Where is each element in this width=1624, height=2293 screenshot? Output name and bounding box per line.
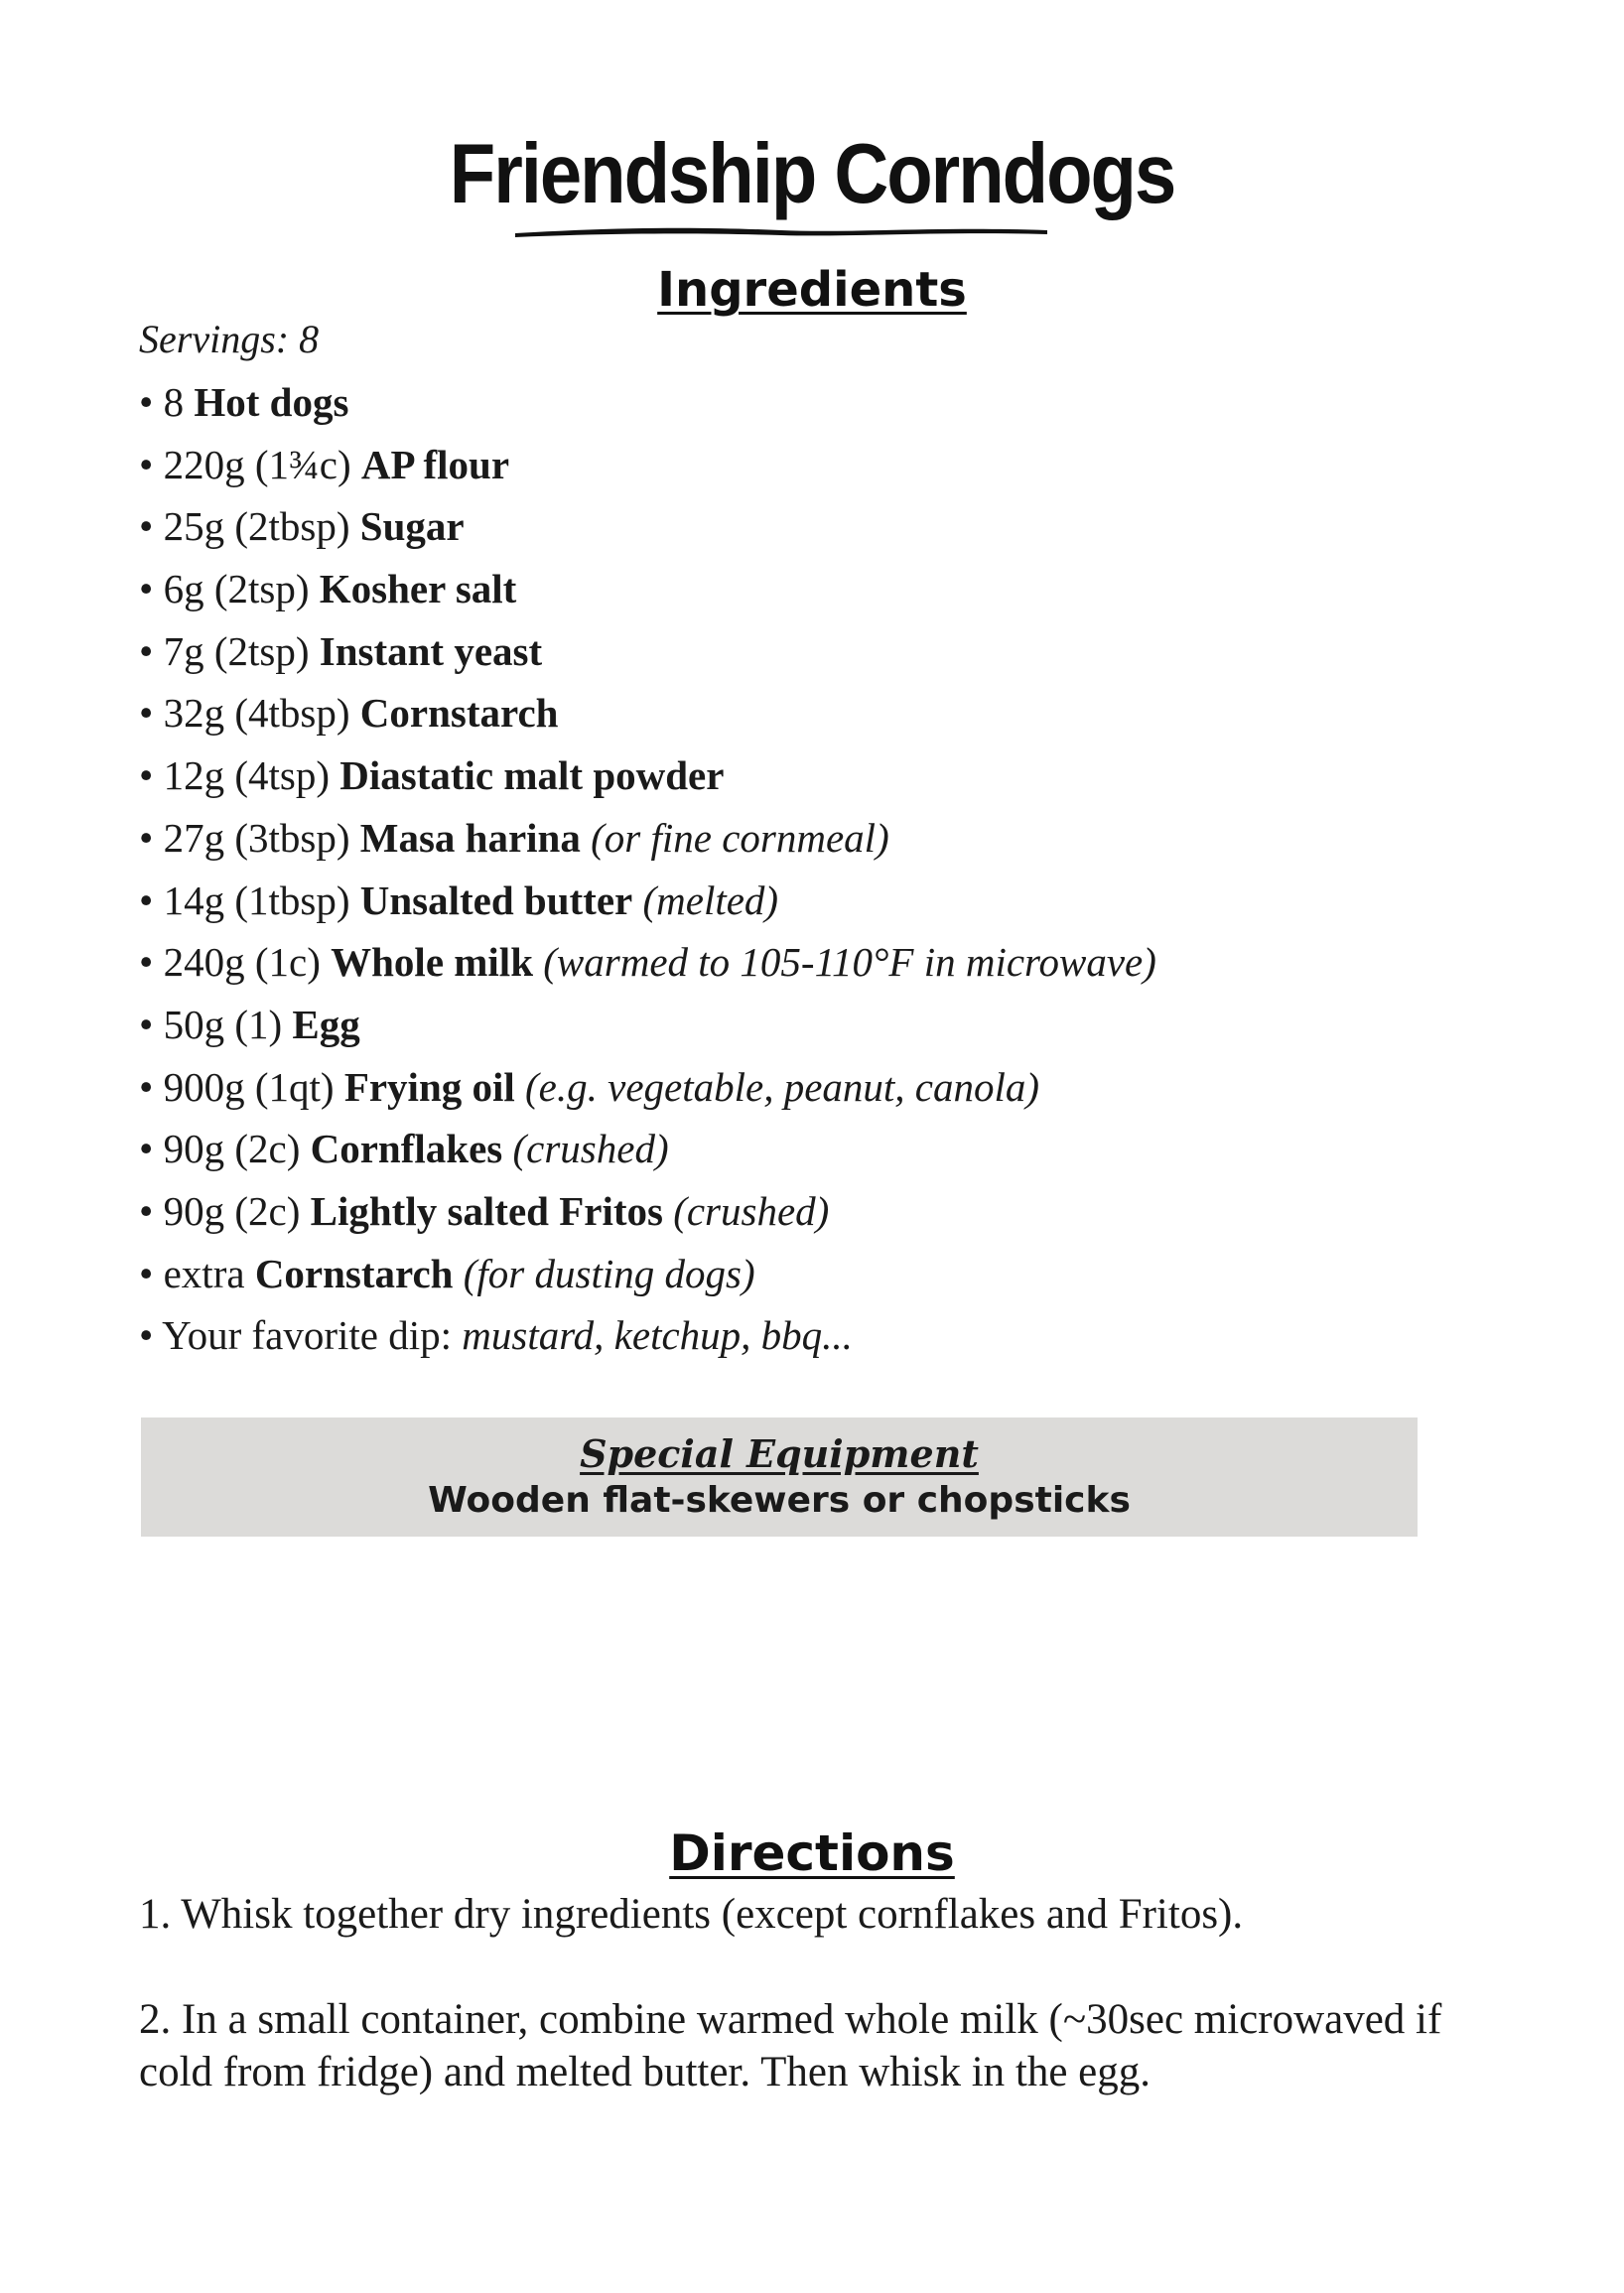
ingredient-amount: 220g (1¾c) bbox=[163, 441, 361, 487]
bullet: • bbox=[139, 1126, 154, 1172]
direction-step: 1. Whisk together dry ingredients (except cornflakes and Fritos). bbox=[139, 1891, 1244, 1938]
title-underline-decoration bbox=[513, 224, 1049, 238]
ingredient-note: (or fine cornmeal) bbox=[580, 814, 889, 861]
bullet: • bbox=[139, 1001, 154, 1047]
ingredient-item bbox=[139, 558, 1156, 620]
bullet: • bbox=[139, 752, 154, 799]
ingredient-item bbox=[139, 1118, 1156, 1180]
ingredient-item bbox=[139, 870, 1156, 932]
ingredient-note: (crushed) bbox=[662, 1187, 830, 1234]
ingredient-item bbox=[139, 434, 1156, 496]
directions-heading: Directions bbox=[669, 1824, 955, 1882]
ingredient-amount: 32g (4tbsp) bbox=[163, 690, 360, 737]
ingredient-name: Lightly salted Fritos bbox=[310, 1187, 663, 1234]
ingredient-list bbox=[139, 371, 1156, 1367]
bullet: • bbox=[139, 1250, 154, 1296]
direction-step: 2. In a small container, combine warmed whole milk (~30sec microwaved if cold from fridge) and melted butter. Then whisk in the egg. bbox=[139, 1996, 1442, 2095]
ingredient-note: (melted) bbox=[632, 877, 779, 923]
ingredient-item bbox=[139, 931, 1156, 994]
ingredient-amount: 240g (1c) bbox=[163, 939, 332, 986]
servings-label: Servings: 8 bbox=[139, 317, 320, 361]
bullet: • bbox=[139, 690, 154, 737]
ingredient-amount: 27g (3tbsp) bbox=[163, 814, 360, 861]
ingredient-name: Sugar bbox=[359, 503, 465, 550]
ingredient-note: (for dusting dogs) bbox=[453, 1250, 755, 1296]
ingredient-name: Cornstarch bbox=[359, 690, 559, 737]
ingredient-name: Hot dogs bbox=[194, 379, 349, 425]
special-equipment-text: Wooden flat-skewers or chopsticks bbox=[428, 1479, 1131, 1521]
ingredient-name: Masa harina bbox=[359, 814, 581, 861]
recipe-title-wrap bbox=[0, 126, 1624, 222]
ingredient-item bbox=[139, 495, 1156, 558]
ingredient-item bbox=[139, 807, 1156, 870]
ingredient-amount: 12g (4tsp) bbox=[163, 752, 340, 799]
bullet: • bbox=[139, 441, 154, 487]
ingredient-name: Cornflakes bbox=[310, 1126, 503, 1172]
ingredient-item bbox=[139, 744, 1156, 807]
ingredient-item bbox=[139, 1243, 1156, 1305]
ingredient-item bbox=[139, 1056, 1156, 1119]
ingredient-amount: 900g (1qt) bbox=[163, 1063, 344, 1110]
ingredient-amount: 7g (2tsp) bbox=[163, 627, 320, 674]
ingredient-note: (warmed to 105-110°F in microwave) bbox=[533, 939, 1156, 986]
bullet: • bbox=[139, 379, 154, 425]
ingredient-item bbox=[139, 682, 1156, 744]
ingredient-name: Egg bbox=[292, 1001, 360, 1047]
ingredient-item bbox=[139, 620, 1156, 683]
special-equipment-title: Special Equipment bbox=[580, 1431, 979, 1476]
ingredient-amount: 14g (1tbsp) bbox=[163, 877, 360, 923]
ingredient-name: Kosher salt bbox=[319, 566, 517, 612]
special-equipment-box bbox=[141, 1417, 1418, 1537]
ingredients-heading: Ingredients bbox=[657, 262, 967, 318]
bullet: • bbox=[139, 877, 154, 923]
ingredient-amount: 50g (1) bbox=[163, 1001, 293, 1047]
ingredient-name: Unsalted butter bbox=[359, 877, 633, 923]
ingredient-amount: 25g (2tbsp) bbox=[163, 503, 360, 550]
bullet: • bbox=[139, 503, 154, 550]
bullet: • bbox=[139, 1187, 154, 1234]
bullet: • bbox=[139, 566, 154, 612]
ingredient-amount: 8 bbox=[163, 379, 195, 425]
ingredient-name: Whole milk bbox=[331, 939, 534, 986]
ingredient-amount: Your favorite dip: bbox=[162, 1312, 463, 1359]
ingredient-note: (e.g. vegetable, peanut, canola) bbox=[514, 1063, 1040, 1110]
bullet: • bbox=[139, 627, 154, 674]
directions-list bbox=[139, 1888, 1459, 2151]
ingredient-name: AP flour bbox=[360, 441, 510, 487]
ingredient-amount: 6g (2tsp) bbox=[163, 566, 320, 612]
ingredient-name: Diastatic malt powder bbox=[339, 752, 725, 799]
ingredient-amount: 90g (2c) bbox=[163, 1187, 311, 1234]
ingredient-name: Cornstarch bbox=[254, 1250, 454, 1296]
ingredient-item bbox=[139, 994, 1156, 1056]
recipe-title: Friendship Corndogs bbox=[449, 126, 1175, 222]
ingredient-name: Instant yeast bbox=[319, 627, 543, 674]
bullet: • bbox=[139, 1312, 154, 1359]
bullet: • bbox=[139, 814, 154, 861]
ingredient-item bbox=[139, 1180, 1156, 1243]
bullet: • bbox=[139, 939, 154, 986]
ingredient-amount: extra bbox=[163, 1250, 255, 1296]
ingredient-item bbox=[139, 371, 1156, 434]
ingredient-name: Frying oil bbox=[343, 1063, 515, 1110]
ingredient-amount: 90g (2c) bbox=[163, 1126, 311, 1172]
ingredient-item bbox=[139, 1304, 1156, 1367]
bullet: • bbox=[139, 1063, 154, 1110]
ingredient-note: (crushed) bbox=[502, 1126, 669, 1172]
ingredient-note: mustard, ketchup, bbq... bbox=[462, 1312, 853, 1359]
